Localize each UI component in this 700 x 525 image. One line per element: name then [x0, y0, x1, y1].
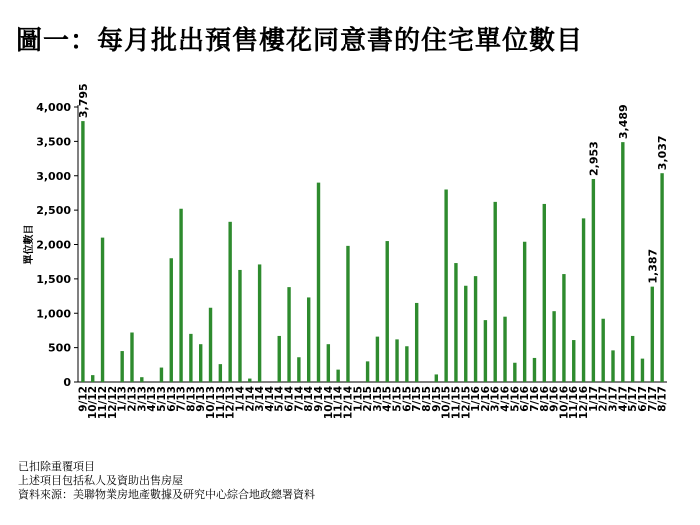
x-tick-label: 7/17 [646, 386, 659, 412]
bar [189, 334, 192, 382]
bar [552, 311, 555, 382]
bar [641, 359, 644, 382]
x-tick-label: 3/14 [254, 386, 267, 412]
y-tick-label: 3,000 [36, 169, 71, 183]
bar [582, 218, 585, 382]
bar [454, 263, 457, 382]
x-tick-label: 7/14 [293, 386, 306, 412]
x-tick-label: 11/16 [568, 386, 581, 420]
x-tick-label: 2/17 [597, 386, 610, 412]
x-tick-label: 6/13 [165, 386, 178, 412]
bar [140, 377, 143, 382]
data-label: 1,387 [646, 248, 660, 284]
x-tick-label: 6/17 [636, 386, 649, 412]
bar [238, 270, 241, 382]
footnote-duplicates: 已扣除重覆項目 [18, 460, 95, 473]
bar [503, 317, 506, 382]
x-tick-label: 12/14 [342, 386, 355, 420]
footnote-scope: 上述項目包括私人及資助出售房屋 [18, 474, 183, 487]
bar [297, 357, 300, 382]
bar [317, 183, 320, 382]
x-tick-label: 11/13 [214, 386, 227, 420]
x-tick-label: 9/16 [548, 386, 561, 412]
bar [405, 346, 408, 382]
bar [611, 350, 614, 382]
x-tick-label: 3/16 [489, 386, 502, 412]
y-tick-label: 1,000 [36, 307, 71, 321]
x-tick-label: 1/14 [234, 386, 247, 412]
y-tick-label: 2,000 [36, 238, 71, 252]
bar [307, 297, 310, 382]
bar [464, 286, 467, 382]
bar [366, 361, 369, 382]
bar [435, 374, 438, 382]
x-tick-label: 5/16 [509, 386, 522, 412]
x-tick-label: 12/16 [578, 386, 591, 420]
bar [395, 339, 398, 382]
bar [562, 274, 565, 382]
data-label: 3,489 [616, 104, 630, 140]
x-tick-label: 11/12 [97, 386, 110, 420]
x-tick-label: 4/14 [263, 386, 276, 412]
bar [346, 246, 349, 382]
data-label: 3,795 [76, 83, 90, 119]
x-tick-label: 4/13 [146, 386, 159, 412]
x-tick-label: 6/14 [283, 386, 296, 412]
x-tick-label: 2/13 [126, 386, 139, 412]
x-tick-label: 8/14 [303, 386, 316, 412]
y-tick-label: 2,500 [36, 204, 71, 218]
x-tick-label: 9/13 [195, 386, 208, 412]
x-tick-label: 3/13 [136, 386, 149, 412]
x-tick-label: 7/15 [411, 386, 424, 412]
bar [170, 258, 173, 382]
x-tick-label: 12/15 [460, 386, 473, 420]
bar [474, 276, 477, 382]
bar [101, 238, 104, 382]
bar [179, 209, 182, 382]
bar [601, 319, 604, 382]
x-tick-label: 7/16 [528, 386, 541, 412]
y-tick-label: 0 [63, 376, 71, 389]
x-tick-label: 2/16 [479, 386, 492, 412]
bar [219, 364, 222, 382]
bar [287, 287, 290, 382]
bar [592, 179, 595, 382]
bar [81, 121, 84, 382]
data-label: 2,953 [587, 141, 601, 176]
bar [278, 336, 281, 382]
bar [533, 358, 536, 382]
bar [484, 320, 487, 382]
x-tick-label: 9/12 [77, 386, 90, 412]
bar [160, 368, 163, 382]
bar [120, 351, 123, 382]
bar [336, 370, 339, 382]
x-tick-label: 4/16 [499, 386, 512, 412]
bar [621, 142, 624, 382]
bar [91, 375, 94, 382]
data-label: 3,037 [656, 135, 670, 171]
bar [258, 264, 261, 382]
x-tick-label: 8/15 [420, 386, 433, 412]
x-tick-label: 10/16 [558, 386, 571, 420]
bar [415, 303, 418, 382]
bar [209, 308, 212, 382]
y-tick-label: 1,500 [36, 272, 71, 286]
x-tick-label: 11/15 [450, 386, 463, 420]
x-tick-label: 2/15 [362, 386, 375, 412]
bar [327, 344, 330, 382]
bar [660, 173, 663, 382]
bar [572, 340, 575, 382]
x-tick-label: 2/14 [244, 386, 257, 412]
x-tick-label: 1/13 [116, 386, 129, 412]
x-tick-label: 10/12 [87, 386, 100, 420]
chart-title: 圖一：每月批出預售樓花同意書的住宅單位數目 [16, 26, 584, 56]
bar [543, 204, 546, 382]
x-tick-label: 7/13 [175, 386, 188, 412]
x-tick-label: 3/15 [371, 386, 384, 412]
bar [631, 336, 634, 382]
y-tick-label: 4,000 [36, 101, 71, 114]
x-tick-label: 8/16 [538, 386, 551, 412]
bar [248, 379, 251, 382]
x-tick-label: 5/14 [273, 386, 286, 412]
x-tick-label: 4/17 [617, 386, 630, 412]
x-tick-label: 1/16 [470, 386, 483, 412]
footnote-source: 資料來源：美聯物業房地產數據及研究中心綜合地政總署資料 [18, 488, 315, 501]
x-tick-label: 9/14 [313, 386, 326, 412]
bar [494, 202, 497, 382]
y-tick-label: 500 [48, 341, 71, 355]
x-tick-label: 8/13 [185, 386, 198, 412]
bar [444, 190, 447, 383]
y-tick-label: 3,500 [36, 135, 71, 149]
x-tick-label: 11/14 [332, 386, 345, 420]
x-tick-label: 12/13 [224, 386, 237, 420]
bar [651, 287, 654, 382]
bar [386, 241, 389, 382]
y-axis-title: 單位數目 [24, 224, 35, 265]
bar [228, 222, 231, 382]
bar [376, 337, 379, 382]
x-tick-label: 10/13 [205, 386, 218, 420]
bar [130, 333, 133, 383]
x-tick-label: 6/16 [519, 386, 532, 412]
x-tick-label: 8/17 [656, 386, 669, 412]
bar [513, 363, 516, 382]
x-tick-label: 5/13 [155, 386, 168, 412]
x-tick-label: 10/15 [440, 386, 453, 420]
x-tick-label: 1/17 [587, 386, 600, 412]
x-tick-label: 5/17 [627, 386, 640, 412]
x-tick-label: 9/15 [430, 386, 443, 412]
x-tick-label: 5/15 [391, 386, 404, 412]
x-tick-label: 3/17 [607, 386, 620, 412]
x-tick-label: 10/14 [322, 386, 335, 420]
x-tick-label: 1/15 [352, 386, 365, 412]
x-tick-label: 12/12 [106, 386, 119, 420]
bar [199, 344, 202, 382]
x-tick-label: 6/15 [401, 386, 414, 412]
x-tick-label: 4/15 [381, 386, 394, 412]
bar [523, 242, 526, 382]
footnotes [18, 460, 315, 502]
